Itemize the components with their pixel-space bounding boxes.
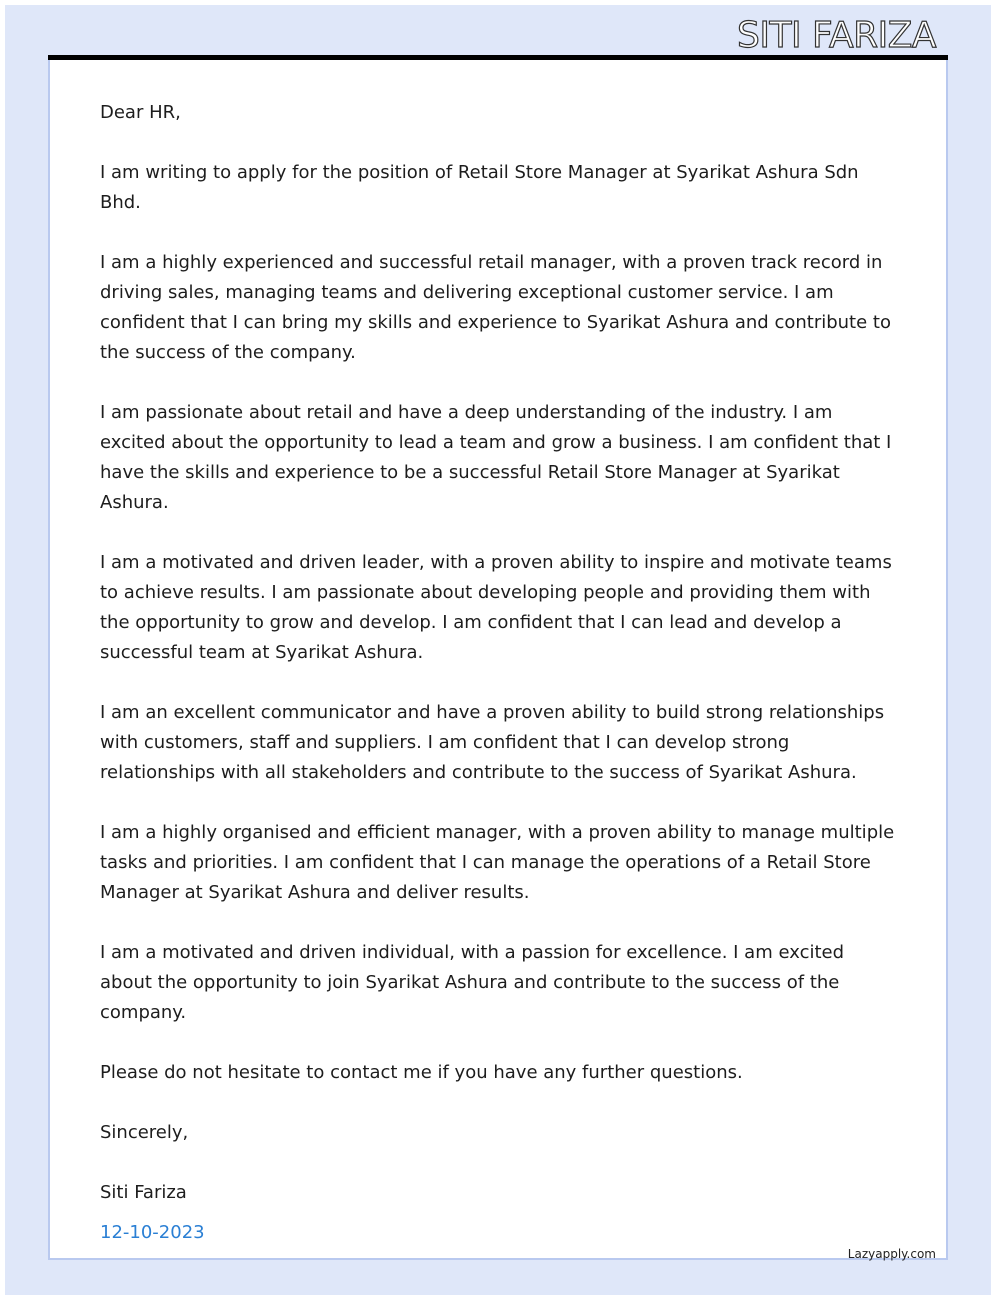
- paragraph: I am a highly organised and efficient manager, with a proven ability to manage multiple tasks and priorities. I am confident that I can manage the operations of a Retail Store Manager at Syarikat Ashura and deliver results.: [100, 822, 895, 903]
- paragraph: I am a highly experienced and successful retail manager, with a proven track record in driving sales, managing teams and delivering exceptional customer service. I am confident that I can bring my skills and experience to Syarikat Ashura and contribute to the success of the company.: [100, 252, 891, 363]
- paragraph: Please do not hesitate to contact me if you have any further questions.: [100, 1062, 743, 1083]
- paragraph: I am a motivated and driven leader, with a proven ability to inspire and motivate teams to achieve results. I am passionate about developing people and providing them with the opportunity to grow and develop. I am confident that I can lead and develop a successful team at Syarikat Ashura.: [100, 552, 892, 663]
- closing: Sincerely,: [100, 1122, 189, 1143]
- applicant-name: SITI FARIZA: [737, 15, 936, 56]
- paragraph: I am passionate about retail and have a deep understanding of the industry. I am excited about the opportunity to lead a team and grow a business. I am confident that I have the skills and experience to be a successful Retail Store Manager at Syarikat Ashura.: [100, 402, 892, 513]
- paragraph: I am writing to apply for the position of Retail Store Manager at Syarikat Ashura Sdn Bhd.: [100, 162, 859, 213]
- letter-body: [100, 98, 900, 1278]
- signature-name: Siti Fariza: [100, 1182, 187, 1203]
- salutation: Dear HR,: [100, 102, 181, 123]
- paragraph: I am a motivated and driven individual, with a passion for excellence. I am excited about the opportunity to join Syarikat Ashura and contribute to the success of the company.: [100, 942, 845, 1023]
- letter-date: 12-10-2023: [100, 1222, 205, 1243]
- paragraph: I am an excellent communicator and have a proven ability to build strong relationships with customers, staff and suppliers. I am confident that I can develop strong relationships with all stakeholders and contribute to the success of Syarikat Ashura.: [100, 702, 885, 783]
- footer-brand: Lazyapply.com: [847, 1247, 936, 1261]
